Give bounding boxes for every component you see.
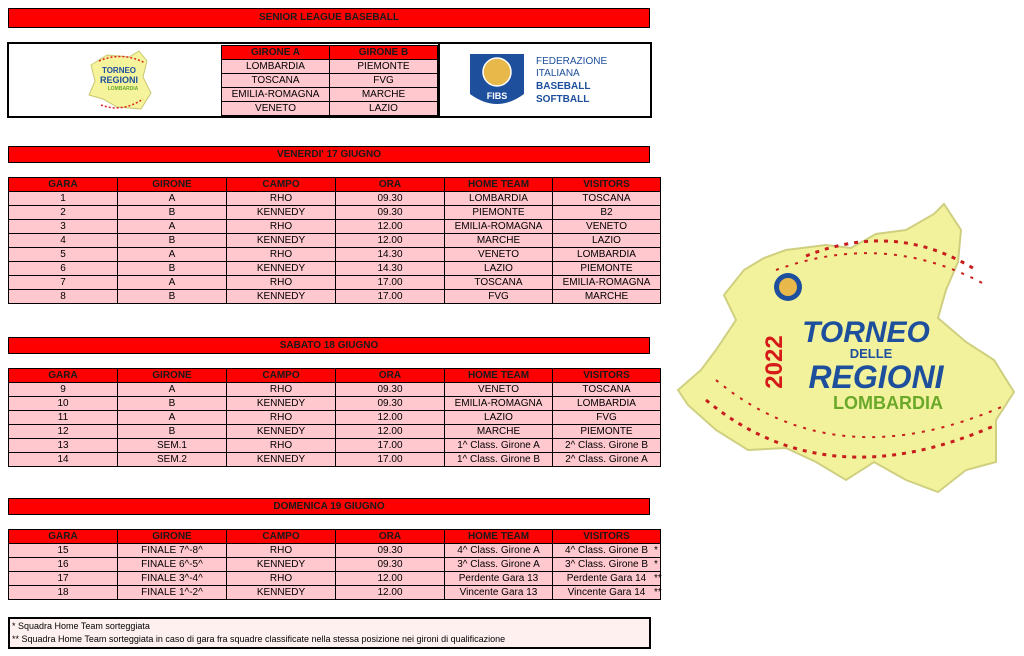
cell-visitors: 2^ Class. Girone A [553, 453, 661, 467]
cell-campo: KENNEDY [227, 558, 336, 572]
group-a-team: EMILIA-ROMAGNA [222, 88, 330, 102]
cell-ora: 09.30 [336, 544, 445, 558]
cell-ora: 09.30 [336, 192, 445, 206]
cell-visitors: MARCHE [553, 290, 661, 304]
col-campo: CAMPO [227, 530, 336, 544]
cell-home: FVG [445, 290, 553, 304]
cell-ora: 12.00 [336, 220, 445, 234]
cell-gara: 15 [9, 544, 118, 558]
small-logo-regioni: REGIONI [99, 75, 139, 85]
col-visitors: VISITORS [553, 178, 661, 192]
cell-girone: B [118, 262, 227, 276]
cell-girone: FINALE 7^-8^ [118, 544, 227, 558]
cell-ora: 14.30 [336, 262, 445, 276]
big-logo-lombardia: LOMBARDIA [833, 393, 943, 413]
cell-home: VENETO [445, 248, 553, 262]
cell-ora: 12.00 [336, 234, 445, 248]
cell-ora: 17.00 [336, 290, 445, 304]
col-gara: GARA [9, 369, 118, 383]
torneo-regioni-big-logo [676, 200, 1022, 510]
table-row [9, 248, 661, 262]
cell-ora: 09.30 [336, 558, 445, 572]
big-logo-regioni: REGIONI [808, 359, 944, 395]
small-logo-lombardia: LOMBARDIA [107, 86, 139, 92]
cell-gara: 13 [9, 439, 118, 453]
table-row [9, 544, 661, 558]
cell-campo: RHO [227, 383, 336, 397]
cell-visitors: B2 [553, 206, 661, 220]
cell-visitors: 4^ Class. Girone B [553, 544, 661, 558]
table-row [9, 290, 661, 304]
cell-girone: A [118, 220, 227, 234]
col-gara: GARA [9, 178, 118, 192]
cell-girone: FINALE 1^-2^ [118, 586, 227, 600]
col-home-team: HOME TEAM [445, 369, 553, 383]
big-logo-torneo: TORNEO [802, 316, 930, 349]
cell-campo: RHO [227, 276, 336, 290]
cell-visitors: LAZIO [553, 234, 661, 248]
cell-visitors: PIEMONTE [553, 425, 661, 439]
footnotes [8, 617, 651, 649]
cell-campo: KENNEDY [227, 206, 336, 220]
cell-visitors: FVG [553, 411, 661, 425]
cell-campo: KENNEDY [227, 453, 336, 467]
footnote-mark: ** [654, 573, 662, 584]
table-row [9, 586, 661, 600]
cell-girone: A [118, 411, 227, 425]
cell-gara: 7 [9, 276, 118, 290]
cell-ora: 14.30 [336, 248, 445, 262]
col-girone: GIRONE [118, 369, 227, 383]
table-row [9, 558, 661, 572]
col-home-team: HOME TEAM [445, 178, 553, 192]
cell-ora: 12.00 [336, 572, 445, 586]
col-visitors: VISITORS [553, 530, 661, 544]
group-a-team: LOMBARDIA [222, 60, 330, 74]
cell-gara: 6 [9, 262, 118, 276]
cell-girone: B [118, 234, 227, 248]
cell-home: TOSCANA [445, 276, 553, 290]
cell-visitors: EMILIA-ROMAGNA [553, 276, 661, 290]
cell-gara: 14 [9, 453, 118, 467]
cell-campo: KENNEDY [227, 290, 336, 304]
col-campo: CAMPO [227, 369, 336, 383]
table-row [9, 411, 661, 425]
fibs-line2: ITALIANA [536, 68, 580, 79]
cell-ora: 12.00 [336, 411, 445, 425]
day-bar-saturday: SABATO 18 GIUGNO [8, 337, 650, 354]
cell-ora: 12.00 [336, 425, 445, 439]
cell-campo: RHO [227, 439, 336, 453]
group-a-team: VENETO [222, 102, 330, 116]
cell-ora: 17.00 [336, 276, 445, 290]
table-row [9, 439, 661, 453]
group-b-team: FVG [330, 74, 438, 88]
table-row [9, 425, 661, 439]
cell-visitors: 3^ Class. Girone B [553, 558, 661, 572]
table-row [9, 220, 661, 234]
footnote-mark: ** [654, 587, 662, 598]
cell-girone: A [118, 276, 227, 290]
cell-gara: 16 [9, 558, 118, 572]
cell-home: MARCHE [445, 425, 553, 439]
cell-ora: 09.30 [336, 383, 445, 397]
cell-ora: 17.00 [336, 439, 445, 453]
table-row [9, 276, 661, 290]
cell-ora: 09.30 [336, 206, 445, 220]
cell-gara: 10 [9, 397, 118, 411]
cell-home: PIEMONTE [445, 206, 553, 220]
cell-visitors: Vincente Gara 14 [553, 586, 661, 600]
cell-campo: KENNEDY [227, 234, 336, 248]
cell-campo: RHO [227, 220, 336, 234]
table-row [9, 262, 661, 276]
col-girone: GIRONE [118, 530, 227, 544]
cell-campo: KENNEDY [227, 425, 336, 439]
cell-visitors: LOMBARDIA [553, 248, 661, 262]
col-ora: ORA [336, 530, 445, 544]
cell-gara: 2 [9, 206, 118, 220]
cell-girone: FINALE 6^-5^ [118, 558, 227, 572]
big-logo-delle: DELLE [849, 346, 893, 361]
cell-home: EMILIA-ROMAGNA [445, 220, 553, 234]
big-logo-year: 2022 [761, 335, 788, 389]
cell-visitors: 2^ Class. Girone B [553, 439, 661, 453]
group-a-team: TOSCANA [222, 74, 330, 88]
cell-gara: 3 [9, 220, 118, 234]
cell-gara: 1 [9, 192, 118, 206]
fibs-line1: FEDERAZIONE [536, 56, 608, 67]
col-gara: GARA [9, 530, 118, 544]
day-bar-sunday: DOMENICA 19 GIUGNO [8, 498, 650, 515]
cell-gara: 9 [9, 383, 118, 397]
cell-home: LAZIO [445, 262, 553, 276]
cell-campo: RHO [227, 192, 336, 206]
cell-campo: RHO [227, 544, 336, 558]
cell-campo: KENNEDY [227, 262, 336, 276]
cell-girone: B [118, 206, 227, 220]
cell-gara: 11 [9, 411, 118, 425]
group-a-header: GIRONE A [222, 46, 330, 60]
fibs-line4: SOFTBALL [536, 94, 590, 105]
col-girone: GIRONE [118, 178, 227, 192]
cell-gara: 5 [9, 248, 118, 262]
cell-girone: B [118, 425, 227, 439]
cell-visitors: Perdente Gara 14 [553, 572, 661, 586]
table-row [9, 383, 661, 397]
col-visitors: VISITORS [553, 369, 661, 383]
fibs-line3: BASEBALL [536, 81, 591, 92]
cell-home: 1^ Class. Girone B [445, 453, 553, 467]
cell-home: MARCHE [445, 234, 553, 248]
cell-gara: 12 [9, 425, 118, 439]
cell-visitors: TOSCANA [553, 383, 661, 397]
cell-home: LOMBARDIA [445, 192, 553, 206]
schedule-table-saturday [8, 368, 661, 467]
cell-home: 1^ Class. Girone A [445, 439, 553, 453]
table-row [9, 572, 661, 586]
cell-girone: B [118, 290, 227, 304]
cell-girone: SEM.1 [118, 439, 227, 453]
table-row [9, 192, 661, 206]
fibs-logo [464, 48, 624, 114]
cell-girone: A [118, 248, 227, 262]
cell-campo: KENNEDY [227, 397, 336, 411]
cell-girone: B [118, 397, 227, 411]
fibs-badge-text: FIBS [486, 91, 508, 101]
small-logo-torneo: TORNEO [101, 66, 137, 75]
cell-ora: 09.30 [336, 397, 445, 411]
cell-ora: 17.00 [336, 453, 445, 467]
group-b-team: MARCHE [330, 88, 438, 102]
group-b-team: LAZIO [330, 102, 438, 116]
cell-ora: 12.00 [336, 586, 445, 600]
cell-girone: FINALE 3^-4^ [118, 572, 227, 586]
footnote-2: ** Squadra Home Team sorteggiata in caso di gara fra squadre classificate nella stessa posizione nei gironi di qualificazione [12, 634, 506, 644]
cell-gara: 18 [9, 586, 118, 600]
cell-campo: RHO [227, 411, 336, 425]
groups-panel [7, 42, 652, 118]
cell-gara: 8 [9, 290, 118, 304]
cell-visitors: TOSCANA [553, 192, 661, 206]
cell-girone: SEM.2 [118, 453, 227, 467]
cell-home: LAZIO [445, 411, 553, 425]
cell-home: Perdente Gara 13 [445, 572, 553, 586]
table-row [9, 206, 661, 220]
cell-gara: 17 [9, 572, 118, 586]
group-b-header: GIRONE B [330, 46, 438, 60]
footnote-mark: * [654, 545, 658, 556]
cell-home: VENETO [445, 383, 553, 397]
schedule-table-sunday [8, 529, 661, 600]
cell-home: Vincente Gara 13 [445, 586, 553, 600]
cell-campo: KENNEDY [227, 586, 336, 600]
cell-girone: A [118, 192, 227, 206]
table-row [9, 397, 661, 411]
cell-girone: A [118, 383, 227, 397]
table-row [9, 234, 661, 248]
col-ora: ORA [336, 369, 445, 383]
cell-campo: RHO [227, 572, 336, 586]
col-ora: ORA [336, 178, 445, 192]
cell-visitors: LOMBARDIA [553, 397, 661, 411]
league-title: SENIOR LEAGUE BASEBALL [8, 8, 650, 28]
group-b-team: PIEMONTE [330, 60, 438, 74]
groups-table [221, 45, 438, 116]
table-row [9, 453, 661, 467]
cell-visitors: VENETO [553, 220, 661, 234]
cell-home: 4^ Class. Girone A [445, 544, 553, 558]
cell-gara: 4 [9, 234, 118, 248]
footnote-mark: * [654, 559, 658, 570]
cell-home: EMILIA-ROMAGNA [445, 397, 553, 411]
cell-campo: RHO [227, 248, 336, 262]
col-home-team: HOME TEAM [445, 530, 553, 544]
cell-home: 3^ Class. Girone A [445, 558, 553, 572]
schedule-table-friday [8, 177, 661, 304]
cell-visitors: PIEMONTE [553, 262, 661, 276]
col-campo: CAMPO [227, 178, 336, 192]
torneo-regioni-small-logo [77, 47, 167, 117]
day-bar-friday: VENERDI' 17 GIUGNO [8, 146, 650, 163]
footnote-1: * Squadra Home Team sorteggiata [12, 621, 150, 631]
